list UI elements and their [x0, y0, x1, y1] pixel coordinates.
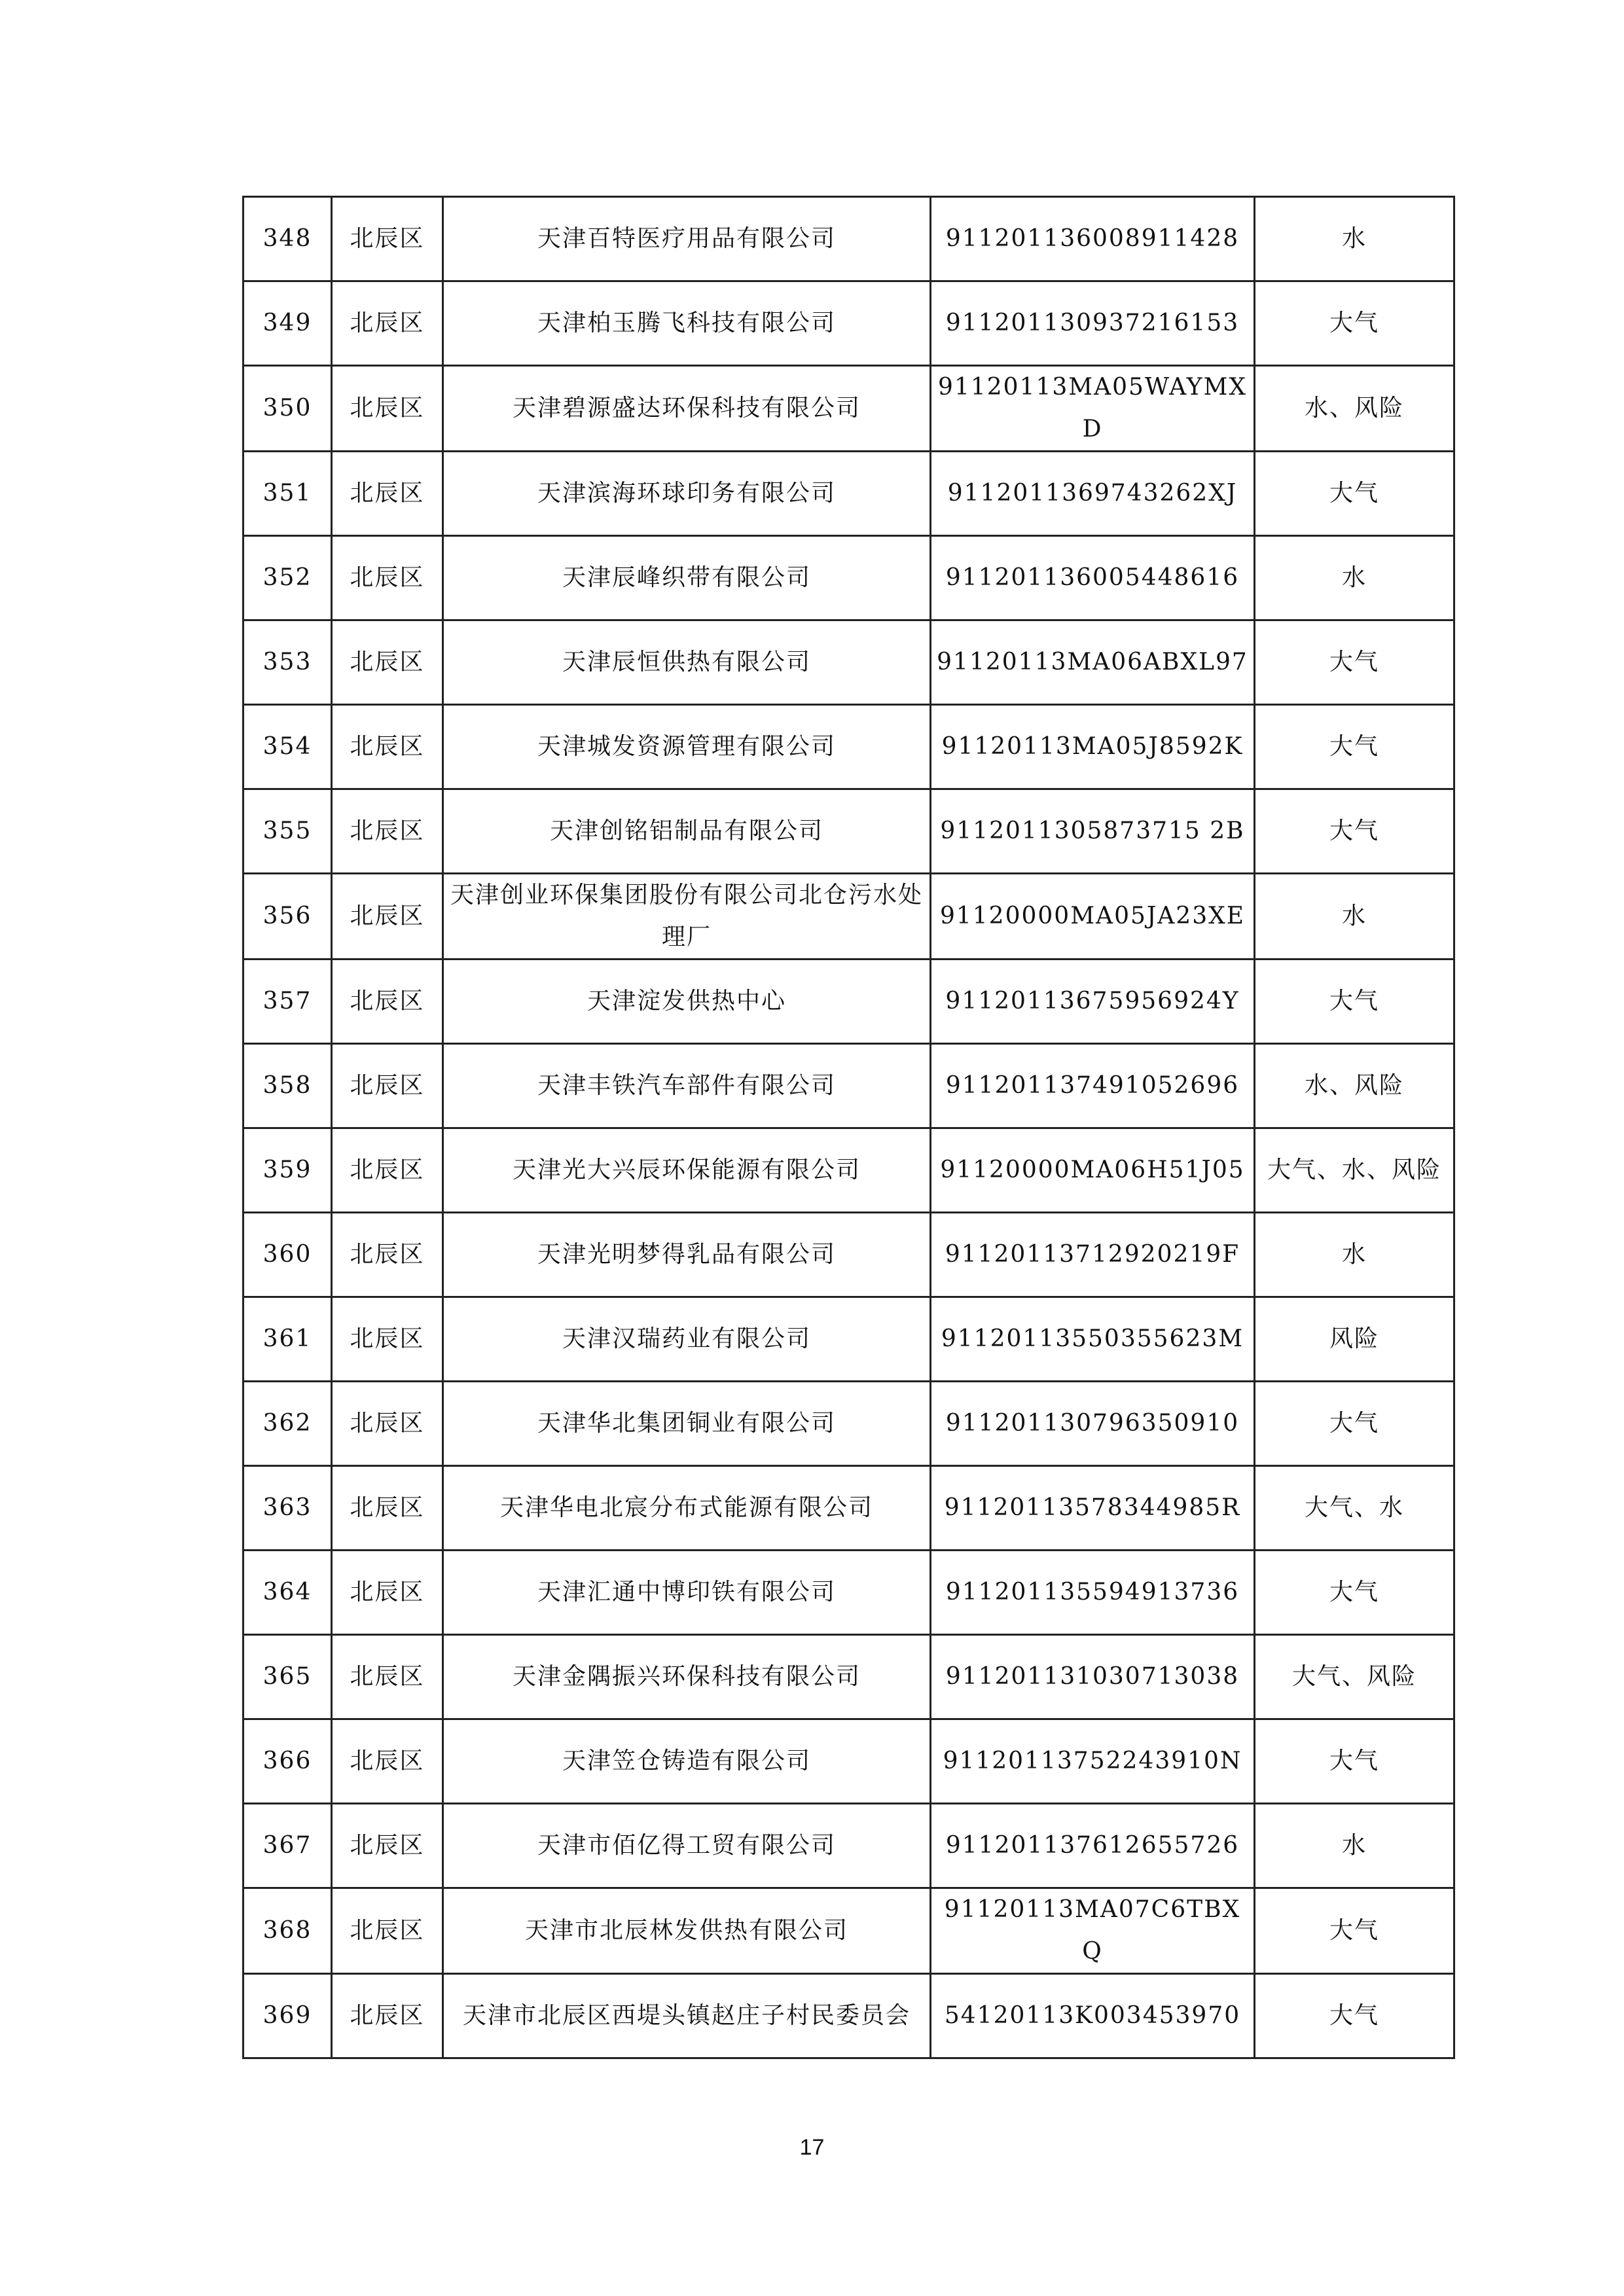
company-name: 天津百特医疗用品有限公司: [443, 197, 931, 281]
district-cell: 北辰区: [332, 1297, 443, 1382]
table-row: [244, 1551, 1454, 1635]
table-row: [244, 1635, 1454, 1719]
pollution-type: 水、风险: [1255, 366, 1454, 452]
company-name: 天津市北辰区西堤头镇赵庄子村民委员会: [443, 1974, 931, 2058]
pollution-type: 水: [1255, 536, 1454, 620]
company-name: 天津丰铁汽车部件有限公司: [443, 1044, 931, 1128]
table-row: [244, 1466, 1454, 1551]
company-name: 天津金隅振兴环保科技有限公司: [443, 1635, 931, 1719]
row-number: 359: [244, 1128, 332, 1213]
table-row: [244, 197, 1454, 281]
pollution-type: 大气: [1255, 452, 1454, 536]
row-number: 352: [244, 536, 332, 620]
district-cell: 北辰区: [332, 789, 443, 874]
credit-code: 91120000MA05JA23XE: [931, 874, 1255, 960]
pollution-type: 水: [1255, 874, 1454, 960]
credit-code: 911201130937216153: [931, 281, 1255, 366]
credit-code: 91120113675956924Y: [931, 960, 1255, 1044]
credit-code: 91120113MA06ABXL97: [931, 620, 1255, 705]
row-number: 356: [244, 874, 332, 960]
pollution-type: 大气: [1255, 281, 1454, 366]
row-number: 351: [244, 452, 332, 536]
row-number: 363: [244, 1466, 332, 1551]
district-cell: 北辰区: [332, 874, 443, 960]
page-number: 17: [799, 2135, 825, 2160]
company-name: 天津辰恒供热有限公司: [443, 620, 931, 705]
table-row: [244, 1044, 1454, 1128]
row-number: 349: [244, 281, 332, 366]
pollution-type: 大气: [1255, 1888, 1454, 1974]
row-number: 348: [244, 197, 332, 281]
row-number: 357: [244, 960, 332, 1044]
company-name: 天津市北辰林发供热有限公司: [443, 1888, 931, 1974]
credit-code: 911201135594913736: [931, 1551, 1255, 1635]
company-name: 天津汉瑞药业有限公司: [443, 1297, 931, 1382]
table-row: [244, 1213, 1454, 1297]
district-cell: 北辰区: [332, 1635, 443, 1719]
company-name: 天津华电北宸分布式能源有限公司: [443, 1466, 931, 1551]
pollution-type: 大气: [1255, 960, 1454, 1044]
credit-code: 911201130796350910: [931, 1382, 1255, 1466]
pollution-type: 大气、水、风险: [1255, 1128, 1454, 1213]
credit-code: 91120000MA06H51J05: [931, 1128, 1255, 1213]
company-name: 天津柏玉腾飞科技有限公司: [443, 281, 931, 366]
credit-code: 9112011305873715 2B: [931, 789, 1255, 874]
company-name: 天津滨海环球印务有限公司: [443, 452, 931, 536]
table-row: [244, 705, 1454, 789]
district-cell: 北辰区: [332, 1974, 443, 2058]
credit-code: 911201137491052696: [931, 1044, 1255, 1128]
company-name: 天津碧源盛达环保科技有限公司: [443, 366, 931, 452]
pollution-type: 水、风险: [1255, 1044, 1454, 1128]
district-cell: 北辰区: [332, 366, 443, 452]
district-cell: 北辰区: [332, 1382, 443, 1466]
pollution-type: 大气: [1255, 1719, 1454, 1804]
table-row: [244, 281, 1454, 366]
pollution-type: 大气: [1255, 620, 1454, 705]
company-name: 天津光明梦得乳品有限公司: [443, 1213, 931, 1297]
table-row: [244, 1297, 1454, 1382]
row-number: 358: [244, 1044, 332, 1128]
row-number: 355: [244, 789, 332, 874]
district-cell: 北辰区: [332, 620, 443, 705]
company-name: 天津城发资源管理有限公司: [443, 705, 931, 789]
credit-code: 9112011369743262XJ: [931, 452, 1255, 536]
pollution-type: 大气: [1255, 705, 1454, 789]
company-name: 天津笠仓铸造有限公司: [443, 1719, 931, 1804]
credit-code: 911201136005448616: [931, 536, 1255, 620]
table-row: [244, 789, 1454, 874]
credit-code: 911201136008911428: [931, 197, 1255, 281]
pollution-type: 水: [1255, 1213, 1454, 1297]
company-name: 天津华北集团铜业有限公司: [443, 1382, 931, 1466]
row-number: 369: [244, 1974, 332, 2058]
row-number: 364: [244, 1551, 332, 1635]
pollution-type: 大气: [1255, 1382, 1454, 1466]
row-number: 362: [244, 1382, 332, 1466]
district-cell: 北辰区: [332, 281, 443, 366]
pollution-type: 水: [1255, 197, 1454, 281]
company-name: 天津淀发供热中心: [443, 960, 931, 1044]
table-row: [244, 366, 1454, 452]
credit-code: 911201137612655726: [931, 1804, 1255, 1888]
company-name: 天津创业环保集团股份有限公司北仓污水处理厂: [443, 874, 931, 960]
table-row: [244, 536, 1454, 620]
row-number: 368: [244, 1888, 332, 1974]
table-row: [244, 1888, 1454, 1974]
company-name: 天津汇通中博印铁有限公司: [443, 1551, 931, 1635]
district-cell: 北辰区: [332, 452, 443, 536]
credit-code: 91120113MA05WAYMXD: [931, 366, 1255, 452]
credit-code: 91120113550355623M: [931, 1297, 1255, 1382]
row-number: 366: [244, 1719, 332, 1804]
table-row: [244, 1804, 1454, 1888]
company-name: 天津创铭铝制品有限公司: [443, 789, 931, 874]
district-cell: 北辰区: [332, 1213, 443, 1297]
pollution-type: 大气、风险: [1255, 1635, 1454, 1719]
table-row: [244, 1128, 1454, 1213]
row-number: 354: [244, 705, 332, 789]
district-cell: 北辰区: [332, 960, 443, 1044]
pollution-type: 大气: [1255, 789, 1454, 874]
enterprise-table: [242, 196, 1455, 2059]
credit-code: 91120113578344985R: [931, 1466, 1255, 1551]
district-cell: 北辰区: [332, 1128, 443, 1213]
company-name: 天津光大兴辰环保能源有限公司: [443, 1128, 931, 1213]
credit-code: 91120113MA05J8592K: [931, 705, 1255, 789]
table-row: [244, 1974, 1454, 2058]
pollution-type: 水: [1255, 1804, 1454, 1888]
row-number: 350: [244, 366, 332, 452]
credit-code: 91120113752243910N: [931, 1719, 1255, 1804]
pollution-type: 大气: [1255, 1974, 1454, 2058]
credit-code: 54120113K003453970: [931, 1974, 1255, 2058]
company-name: 天津市佰亿得工贸有限公司: [443, 1804, 931, 1888]
credit-code: 911201131030713038: [931, 1635, 1255, 1719]
district-cell: 北辰区: [332, 1551, 443, 1635]
district-cell: 北辰区: [332, 1888, 443, 1974]
district-cell: 北辰区: [332, 705, 443, 789]
district-cell: 北辰区: [332, 1804, 443, 1888]
row-number: 361: [244, 1297, 332, 1382]
table-row: [244, 1382, 1454, 1466]
row-number: 353: [244, 620, 332, 705]
credit-code: 91120113MA07C6TBXQ: [931, 1888, 1255, 1974]
table-row: [244, 452, 1454, 536]
table-body: [244, 197, 1454, 2058]
district-cell: 北辰区: [332, 197, 443, 281]
row-number: 365: [244, 1635, 332, 1719]
pollution-type: 大气、水: [1255, 1466, 1454, 1551]
table-row: [244, 620, 1454, 705]
district-cell: 北辰区: [332, 1719, 443, 1804]
table-row: [244, 960, 1454, 1044]
company-name: 天津辰峰织带有限公司: [443, 536, 931, 620]
table-row: [244, 874, 1454, 960]
district-cell: 北辰区: [332, 1466, 443, 1551]
credit-code: 91120113712920219F: [931, 1213, 1255, 1297]
pollution-type: 大气: [1255, 1551, 1454, 1635]
row-number: 367: [244, 1804, 332, 1888]
pollution-type: 风险: [1255, 1297, 1454, 1382]
table-row: [244, 1719, 1454, 1804]
row-number: 360: [244, 1213, 332, 1297]
district-cell: 北辰区: [332, 536, 443, 620]
district-cell: 北辰区: [332, 1044, 443, 1128]
